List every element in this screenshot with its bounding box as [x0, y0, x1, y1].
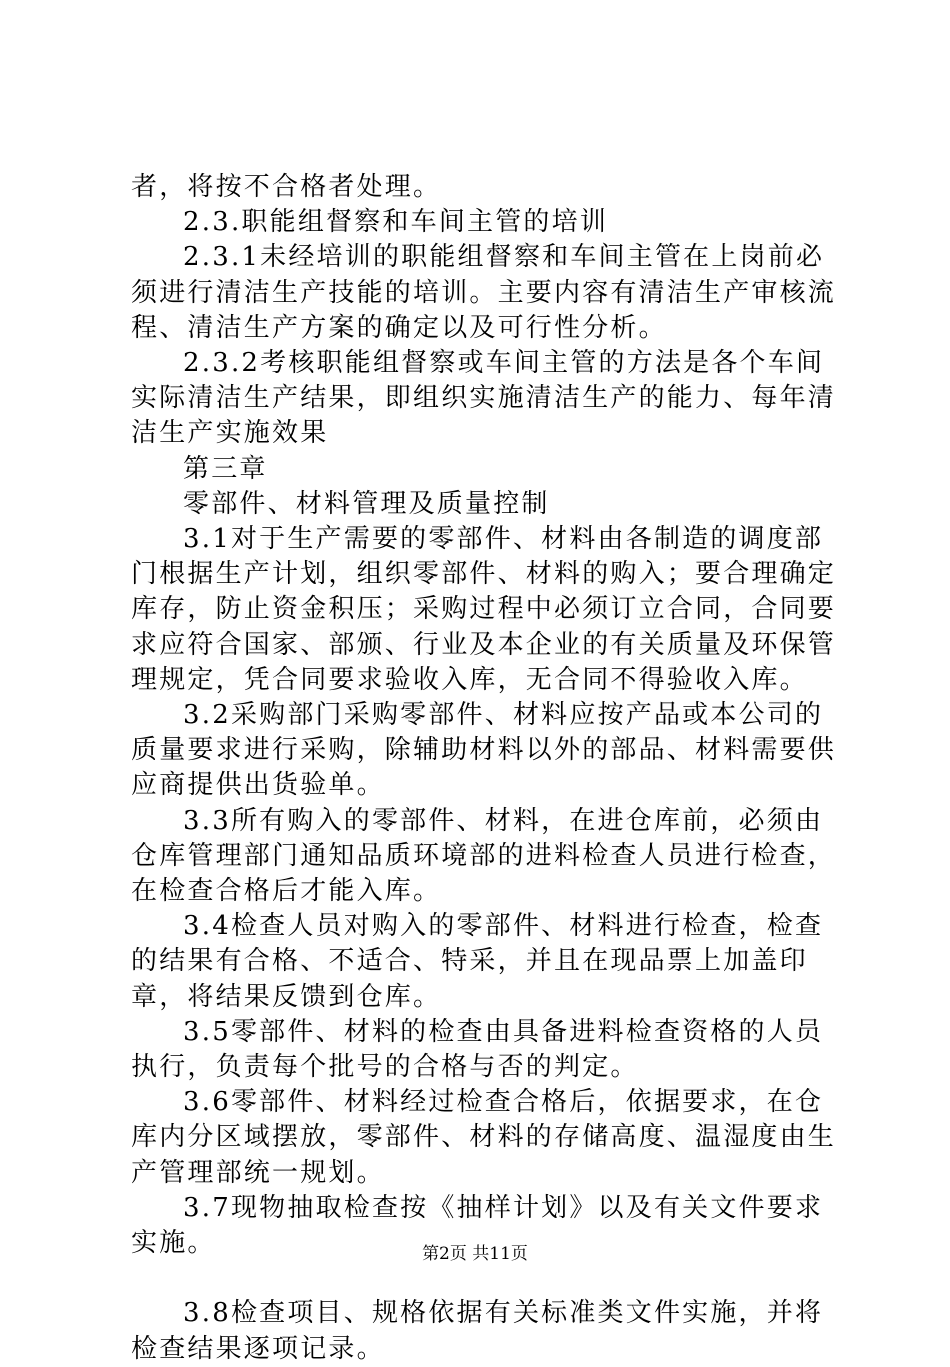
- chapter-heading: 第三章: [183, 453, 268, 484]
- paragraph-2-3-2: 2.3.2考核职能组督察或车间主管的方法是各个车间实际清洁生产结果，即组织实施清洁生产的能力、每年清洁生产实施效果: [131, 348, 837, 449]
- paragraph-2-3-1: 2.3.1未经培训的职能组督察和车间主管在上岗前必须进行清洁生产技能的培训。主要内容有清洁生产审核流程、清洁生产方案的确定以及可行性分析。: [131, 242, 837, 343]
- paragraph-3-3: 3.3所有购入的零部件、材料，在进仓库前，必须由仓库管理部门通知品质环境部的进料检查人员进行检查，在检查合格后才能入库。: [131, 805, 837, 907]
- paragraph-3-5: 3.5零部件、材料的检查由具备进料检查资格的人员执行，负责每个批号的合格与否的判定。: [131, 1016, 824, 1083]
- document-body: [131, 170, 843, 1367]
- paragraph-continuation: 者，将按不合格者处理。: [131, 172, 442, 202]
- paragraph-3-1: 3.1对于生产需要的零部件、材料由各制造的调度部门根据生产计划，组织零部件、材料的购入；要合理确定库存，防止资金积压；采购过程中必须订立合同，合同要求应符合国家、部颁、行业及本企业的有关质量及环保管理规定，凭合同要求验收入库，无合同不得验收入库。: [131, 524, 837, 695]
- paragraph-3-8: 3.8检查项目、规格依据有关标准类文件实施，并将检查结果逐项记录。: [131, 1298, 824, 1364]
- paragraph-3-6: 3.6零部件、材料经过检查合格后，依据要求，在仓库内分区域摆放，零部件、材料的存储高度、温湿度由生产管理部统一规划。: [131, 1087, 837, 1188]
- page-number-footer: 第2页 共11页: [422, 1244, 528, 1264]
- paragraph-3-7: 3.7现物抽取检查按《抽样计划》以及有关文件要求实施。: [131, 1192, 824, 1259]
- paragraph-3-4: 3.4检查人员对购入的零部件、材料进行检查，检查的结果有合格、不适合、特采，并且在现品票上加盖印章，将结果反馈到仓库。: [131, 911, 824, 1012]
- chapter-title: 零部件、材料管理及质量控制: [183, 488, 550, 519]
- section-heading-2-3: 2.3.职能组督察和车间主管的培训: [183, 207, 609, 238]
- paragraph-3-2: 3.2采购部门采购零部件、材料应按产品或本公司的质量要求进行采购，除辅助材料以外的部品、材料需要供应商提供出货验单。: [131, 700, 837, 801]
